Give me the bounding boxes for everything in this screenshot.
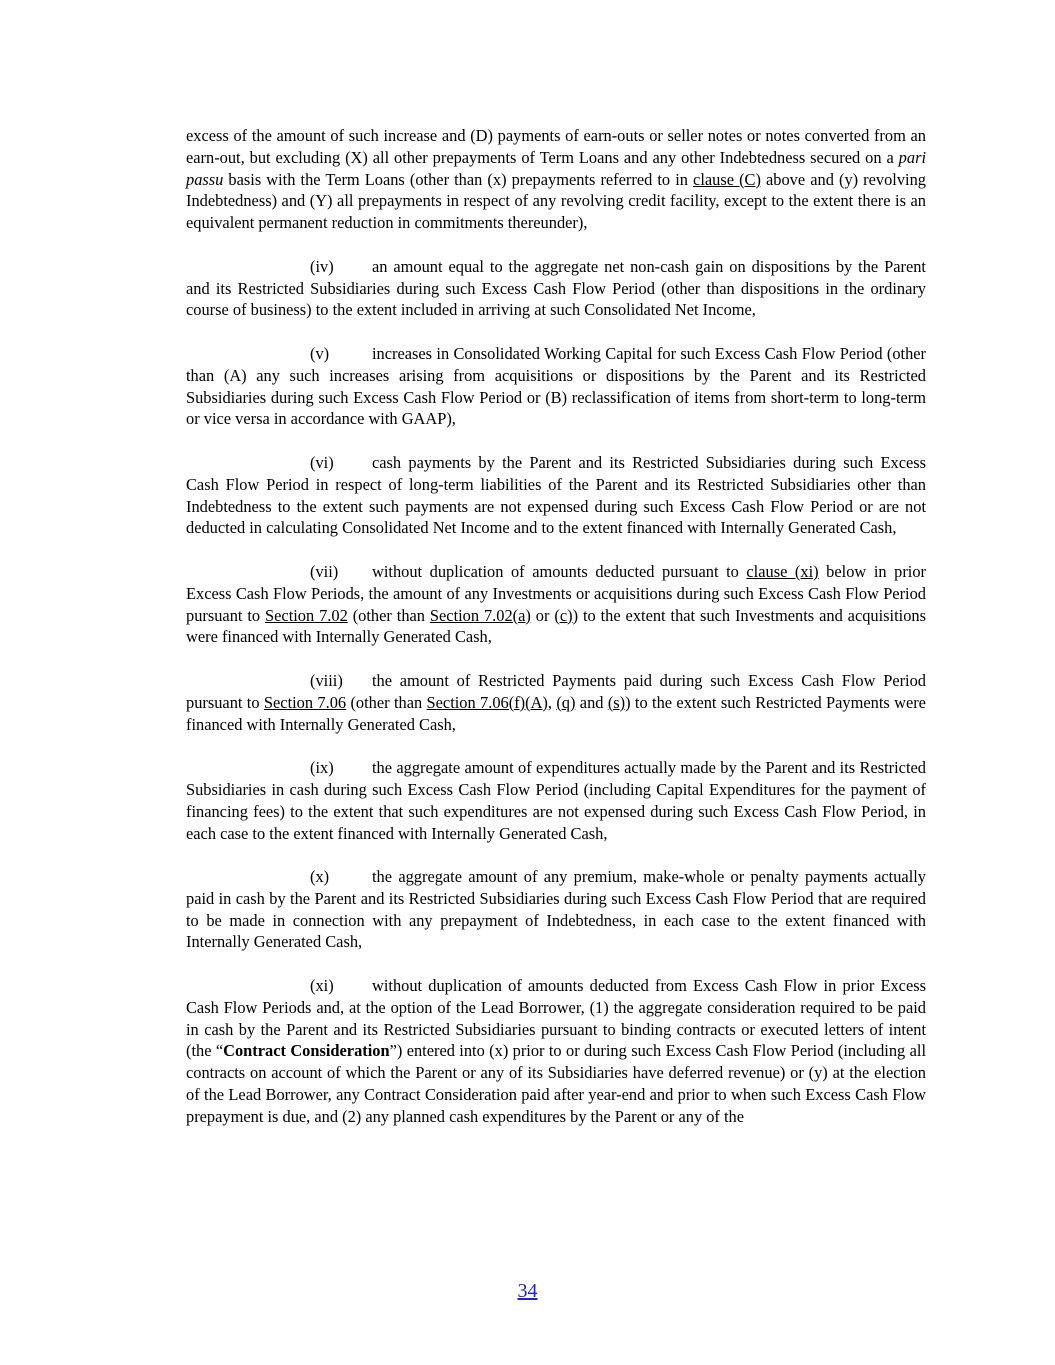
cross-reference-link[interactable]: clause (xi) (746, 561, 819, 581)
clause-paragraph (186, 256, 926, 321)
clause-paragraph (186, 343, 926, 430)
clause-label: (ix) (310, 758, 334, 778)
clause-label: (vi) (310, 452, 334, 472)
text-segment: increases in Consolidated Working Capital for such Excess Cash Flow Period (other than (A) any such increases arising from acquisitions or dispositions by the Parent and its Restricted Subsidiaries during such Excess Cash Flow Period or (B) reclassification of items from short-term to long-term or vice versa in accordance with GAAP), (186, 343, 926, 429)
text-segment: ) to the extent that such Investments and acquisitions were financed with Internally Generated Cash, (186, 605, 926, 647)
text-segment: without duplication of amounts deducted pursuant to (372, 561, 747, 581)
clause-label: (xi) (310, 976, 334, 996)
text-segment: or (530, 605, 555, 625)
text-segment: without duplication of amounts deducted from Excess Cash Flow in prior Excess Cash Flow Periods and, at the option of the Lead Borrower, (1) the aggregate consideration required to be paid in cash by the Parent and its Restricted Subsidiaries pursuant to binding contracts or executed letters of intent (the “ (186, 976, 926, 1061)
defined-term: Contract Consideration (223, 1041, 390, 1061)
page-number-link[interactable]: 34 (517, 1280, 538, 1302)
text-segment: cash payments by the Parent and its Restricted Subsidiaries during such Excess Cash Flow Period in respect of long-term liabilities of the Parent and its Restricted Subsidiaries other than Indebtedness to the extent such payments are not expensed during such Excess Cash Flow Period or are not deducted in calculating Consolidated Net Income and to the extent financed with Internally Generated Cash, (186, 452, 926, 538)
cross-reference-link[interactable]: Section 7.02(a) (429, 605, 531, 625)
italic-term: pari passu (186, 147, 926, 189)
clause-paragraph (186, 670, 926, 735)
clause-label: (viii) (310, 670, 343, 690)
text-segment: above and (y) revolving Indebtedness) and (Y) all prepayments in respect of any revolving credit facility, except to the extent there is an equivalent permanent reduction in commitments thereunder), (186, 169, 926, 233)
text-segment: ”) entered into (x) prior to or during such Excess Cash Flow Period (including all contracts on account of which the Parent or any of its Subsidiaries have deferred revenue) or (y) at the election of the Lead Borrower, any Contract Consideration paid after year-end and prior to when such Excess Cash Flow prepayment is due, and (2) any planned cash expenditures by the Parent or any of the (186, 1041, 927, 1126)
clause-paragraph (186, 975, 926, 1128)
text-segment: an amount equal to the aggregate net non-cash gain on dispositions by the Parent and its Restricted Subsidiaries during such Excess Cash Flow Period (other than dispositions in the ordinary course of business) to the extent included in arriving at such Consolidated Net Income, (186, 256, 926, 320)
text-segment: ) to the extent such Restricted Payments were financed with Internally Generated Cash, (186, 692, 926, 734)
text-segment: the aggregate amount of expenditures actually made by the Parent and its Restricted Subsidiaries in cash during such Excess Cash Flow Period (including Capital Expenditures for the payment of financing fees) to the extent that such expenditures are not expensed during such Excess Cash Flow Period, in each case to the extent financed with Internally Generated Cash, (186, 758, 926, 843)
clause-label: (iv) (310, 256, 334, 276)
text-segment: basis with the Term Loans (other than (x) prepayments referred to in (223, 169, 694, 189)
document-page (186, 125, 926, 1149)
clause-label: (x) (310, 867, 330, 887)
text-segment: the amount of Restricted Payments paid during such Excess Cash Flow Period pursuant to (186, 670, 926, 712)
continuation-paragraph (186, 125, 926, 234)
text-segment: , (547, 692, 557, 712)
text-segment: (other than (346, 692, 427, 712)
cross-reference-link[interactable]: Section 7.06 (263, 692, 347, 712)
clause-paragraph (186, 452, 926, 539)
cross-reference-link[interactable]: (c) (554, 605, 573, 625)
cross-reference-link[interactable]: Section 7.06(f)(A) (426, 692, 548, 712)
clause-paragraph (186, 561, 926, 648)
cross-reference-link[interactable]: (s) (607, 692, 626, 712)
clause-list (186, 256, 926, 1128)
clause-label: (v) (310, 343, 330, 363)
text-segment: excess of the amount of such increase and (D) payments of earn-outs or seller notes or notes converted from an earn-out, but excluding (X) all other prepayments of Term Loans and any other Indebtedness secured on a (186, 126, 926, 167)
cross-reference-link[interactable]: Section 7.02 (265, 605, 348, 625)
text-segment: below in prior Excess Cash Flow Periods, the amount of any Investments or acquisitions during such Excess Cash Flow Period pursuant to (186, 561, 927, 625)
text-segment: the aggregate amount of any premium, make-whole or penalty payments actually paid in cash by the Parent and its Restricted Subsidiaries during such Excess Cash Flow Period that are required to be made in connection with any prepayment of Indebtedness, in each case to the extent financed with Internally Generated Cash, (186, 867, 926, 952)
text-segment: (other than (347, 605, 430, 625)
cross-reference-link[interactable]: clause (C) (693, 169, 761, 189)
clause-label: (vii) (310, 561, 339, 581)
text-segment: and (575, 692, 608, 712)
clause-paragraph (186, 757, 926, 844)
clause-paragraph (186, 866, 926, 953)
cross-reference-link[interactable]: (q) (556, 692, 576, 712)
